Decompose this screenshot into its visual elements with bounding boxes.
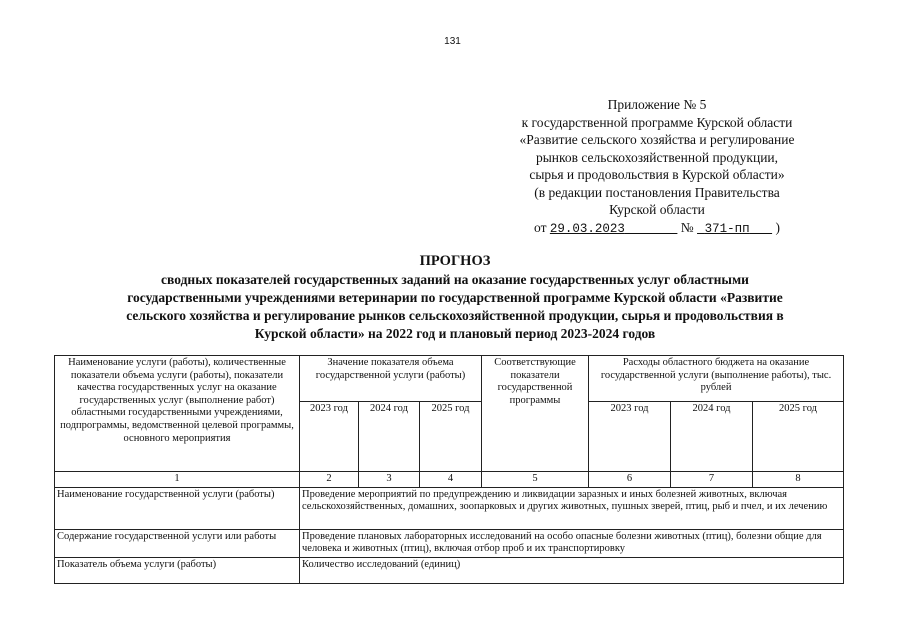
subtitle-line: Курской области» на 2022 год и плановый период 2023-2024 годов xyxy=(254,326,656,341)
col-number: 3 xyxy=(359,472,420,488)
number-prefix: № xyxy=(680,219,694,235)
row-value: Количество исследований (единиц) xyxy=(300,557,844,583)
appendix-line: к государственной программе Курской области xyxy=(521,114,793,130)
document-title: ПРОГНОЗ xyxy=(419,253,491,269)
row-label: Показатель объема услуги (работы) xyxy=(55,557,300,583)
number-suffix: ) xyxy=(775,219,780,235)
resolution-number: 371-пп xyxy=(704,221,750,236)
header-value-group: Значение показателя объема государственной услуги (работы) xyxy=(300,356,482,402)
page-number: 131 xyxy=(444,36,461,47)
appendix-line: Приложение № 5 xyxy=(607,97,707,112)
row-value: Проведение мероприятий по предупреждению и ликвидации заразных и иных болезней животных, включая сельскохозяйственных, домашних, зоопарковых и других животных, пушных зверей, птиц, рыб и пчел, и их лечению xyxy=(300,487,844,529)
header-budget-year: 2023 год xyxy=(589,402,671,472)
col-number: 4 xyxy=(420,472,482,488)
col-number: 6 xyxy=(589,472,671,488)
col-number: 8 xyxy=(753,472,844,488)
header-year: 2024 год xyxy=(359,402,420,472)
appendix-line: «Развитие сельского хозяйства и регулирование xyxy=(519,132,795,147)
appendix-block xyxy=(492,96,822,238)
subtitle-line: сельского хозяйства и регулирование рынков сельскохозяйственной продукции, сырья и продовольствия в xyxy=(126,308,784,323)
header-budget-year: 2025 год xyxy=(753,402,844,472)
header-budget-group: Расходы областного бюджета на оказание государственной услуги (выполнение работы), тыс. рублей xyxy=(589,356,844,402)
table-row xyxy=(55,487,844,529)
appendix-line: Курской области xyxy=(609,202,705,217)
resolution-line xyxy=(492,219,822,239)
appendix-line: сырья и продовольствия в Курской области» xyxy=(529,167,785,182)
header-indicators: Соответствующие показатели государственной программы xyxy=(482,356,589,472)
appendix-line: рынков сельскохозяйственной продукции, xyxy=(535,149,779,165)
appendix-line: (в редакции постановления Правительства xyxy=(534,184,780,200)
header-year: 2025 год xyxy=(420,402,482,472)
header-year: 2023 год xyxy=(300,402,359,472)
header-name-col: Наименование услуги (работы), количественные показатели объема услуги (работы), показатели качества государственных услуг на оказание государственных услуг (выполнение работ) областными государственными учреждениями, подпрограммы, ведомственной целевой программы, основного мероприятия xyxy=(55,356,300,472)
row-label: Наименование государственной услуги (работы) xyxy=(55,487,300,529)
col-number: 7 xyxy=(671,472,753,488)
forecast-table xyxy=(54,355,844,584)
date-prefix: от xyxy=(534,219,547,235)
resolution-date: 29.03.2023 xyxy=(549,221,625,236)
subtitle-line: сводных показателей государственных заданий на оказание государственных услуг областными xyxy=(161,272,749,287)
document-heading xyxy=(60,251,850,343)
table-row xyxy=(55,557,844,583)
col-number: 5 xyxy=(482,472,589,488)
table-row xyxy=(55,529,844,557)
subtitle-line: государственными учреждениями ветеринарии по государственной программе Курской области «Развитие xyxy=(127,290,783,305)
header-budget-year: 2024 год xyxy=(671,402,753,472)
col-number: 2 xyxy=(300,472,359,488)
row-label: Содержание государственной услуги или работы xyxy=(55,529,300,557)
row-value: Проведение плановых лабораторных исследований на особо опасные болезни животных (птиц), болезни общие для человека и животных (птиц), включая отбор проб и их транспортировку xyxy=(300,529,844,557)
col-number: 1 xyxy=(55,472,300,488)
